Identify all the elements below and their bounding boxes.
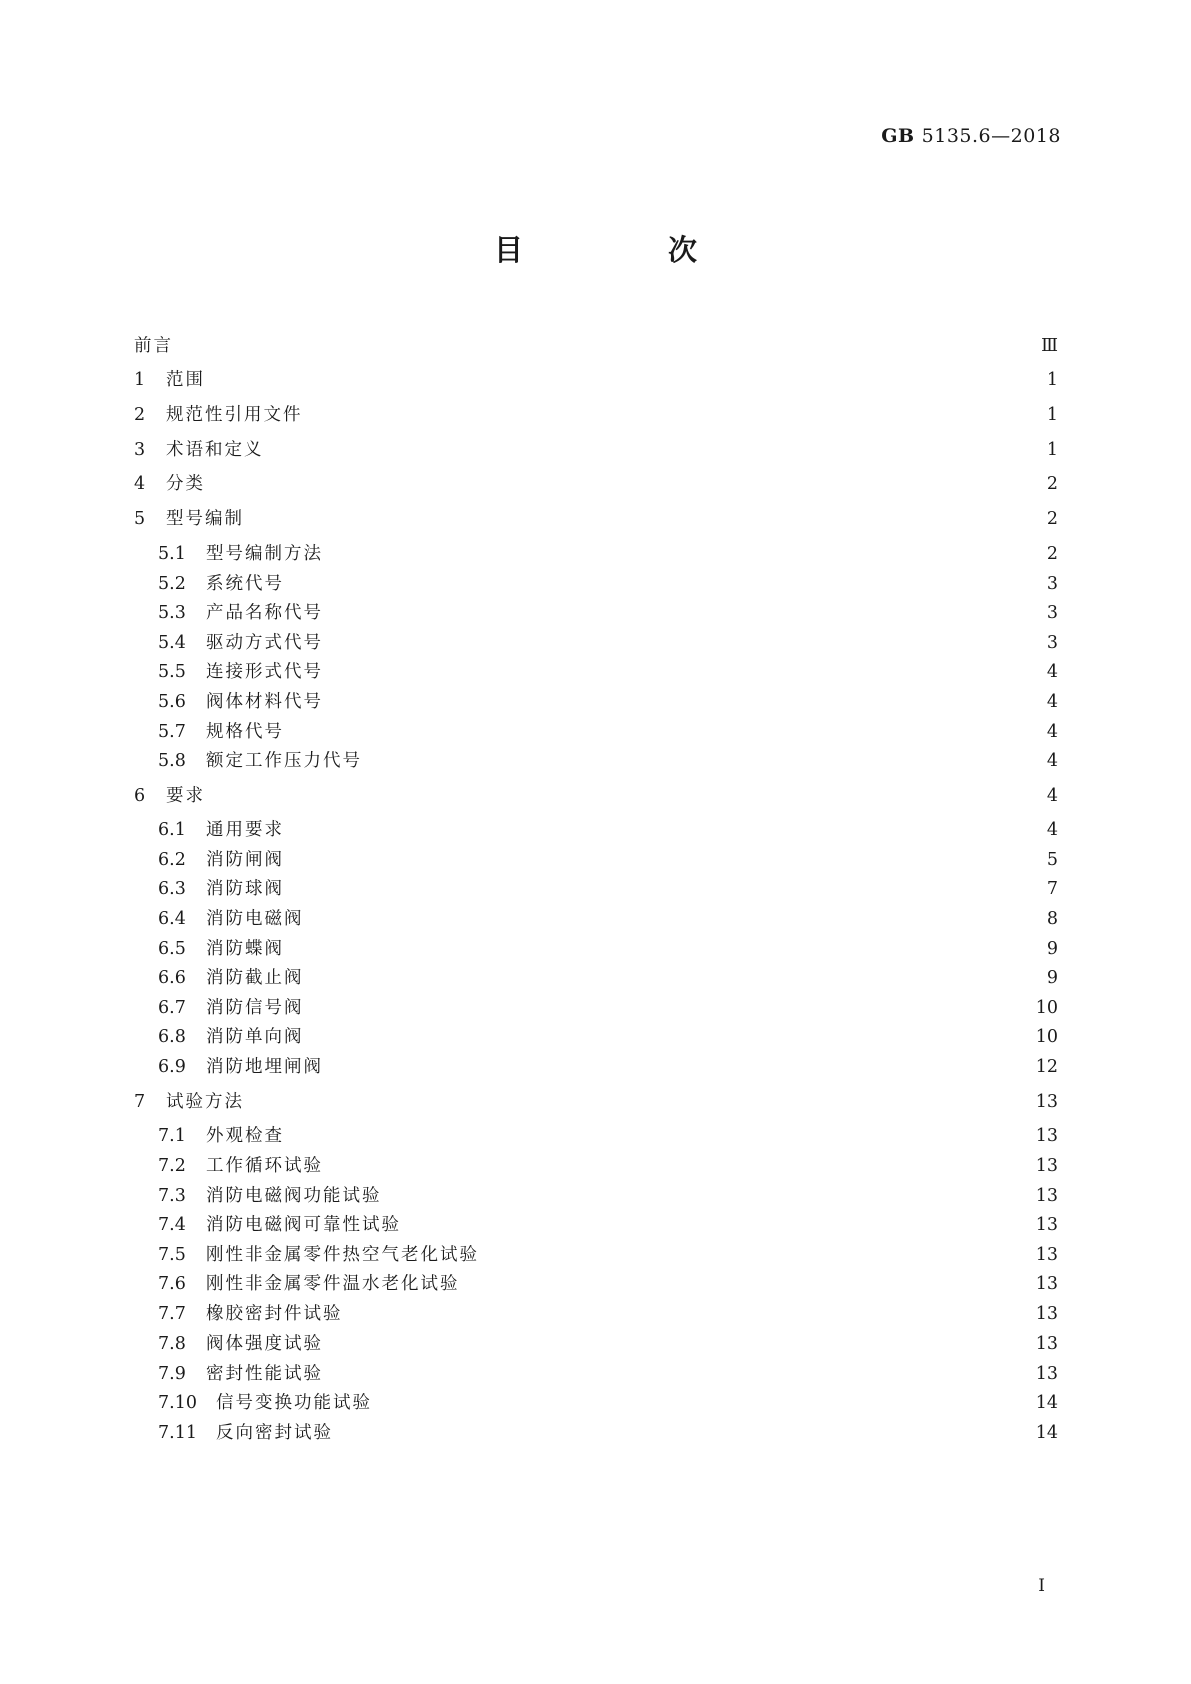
toc-entry[interactable] (134, 965, 1058, 991)
toc-entry-label (134, 541, 323, 567)
toc-entry-label (134, 906, 304, 932)
toc-entry-number: 7.6 (158, 1274, 186, 1294)
toc-entry-title: 密封性能试验 (206, 1364, 323, 1384)
toc-entry-title: 驱动方式代号 (206, 633, 323, 653)
toc-entry[interactable] (134, 817, 1058, 843)
toc-entry-number: 7.11 (158, 1423, 197, 1443)
toc-entry-title: 产品名称代号 (206, 603, 323, 623)
toc-entry-label (134, 719, 284, 745)
toc-entry-number: 5.6 (158, 692, 186, 712)
toc-entry-page: 1 (1046, 440, 1058, 460)
dot-leader (213, 471, 1034, 497)
dot-leader (292, 876, 1034, 902)
toc-entry[interactable] (134, 1301, 1058, 1327)
toc-entry-title: 消防截止阀 (206, 968, 304, 988)
toc-entry-page: 4 (1046, 786, 1058, 806)
toc-entry-number: 6.4 (158, 909, 186, 929)
toc-entry-label (134, 367, 205, 393)
dot-leader (370, 748, 1034, 774)
toc-entry-number: 6.8 (158, 1027, 186, 1047)
dot-leader (311, 402, 1035, 428)
dot-leader (292, 719, 1034, 745)
toc-entry-page: 4 (1046, 722, 1058, 742)
dot-leader (331, 630, 1034, 656)
toc-entry-label (134, 402, 303, 428)
toc-entry[interactable] (134, 1153, 1058, 1179)
toc-entry-number: 7.1 (158, 1126, 186, 1146)
toc-entry-title: 分类 (166, 474, 205, 494)
toc-entry-title: 阀体强度试验 (206, 1334, 323, 1354)
toc-entry-number: 7.2 (158, 1156, 186, 1176)
dot-leader (380, 1390, 1026, 1416)
toc-entry-number: 5.8 (158, 751, 186, 771)
toc-entry-title: 型号编制 (166, 509, 244, 529)
toc-entry-number: 4 (134, 474, 146, 494)
toc-entry-number: 7.5 (158, 1245, 186, 1265)
toc-entry-label (134, 1331, 323, 1357)
toc-entry-title: 刚性非金属零件温水老化试验 (206, 1274, 460, 1294)
toc-entry[interactable] (134, 367, 1058, 393)
toc-entry[interactable] (134, 541, 1058, 567)
dot-leader (181, 333, 1031, 359)
toc-entry-label (134, 1271, 460, 1297)
toc-entry[interactable] (134, 471, 1058, 497)
toc-entry-label (134, 1301, 343, 1327)
toc-entry[interactable] (134, 1242, 1058, 1268)
dot-leader (325, 1153, 1026, 1179)
page-number: Ⅰ (1038, 1576, 1045, 1596)
toc-entry-title: 规格代号 (206, 722, 284, 742)
toc-entry-title: 反向密封试验 (216, 1423, 333, 1443)
toc-entry-label (134, 936, 284, 962)
toc-entry-page: 3 (1046, 603, 1058, 623)
toc-entry-number: 6.2 (158, 850, 186, 870)
toc-entry[interactable] (134, 437, 1058, 463)
toc-entry-label (134, 1054, 323, 1080)
toc-entry-label (134, 1123, 284, 1149)
toc-entry-page: 2 (1046, 544, 1058, 564)
toc-entry-number: 7 (134, 1092, 146, 1112)
toc-entry-page: 7 (1046, 879, 1058, 899)
dot-leader (331, 541, 1034, 567)
toc-entry-label (134, 437, 264, 463)
toc-entry-label (134, 965, 304, 991)
toc-entry-page: 13 (1035, 1156, 1058, 1176)
toc-entry-page: 1 (1046, 405, 1058, 425)
toc-entry-page: 13 (1035, 1186, 1058, 1206)
toc-entry-label (134, 995, 304, 1021)
toc-entry-page: 9 (1046, 939, 1058, 959)
toc-entry[interactable] (134, 402, 1058, 428)
dot-leader (331, 689, 1034, 715)
toc-entry[interactable] (134, 1183, 1058, 1209)
toc-entry-label (134, 1089, 244, 1115)
toc-entry-page: 13 (1035, 1126, 1058, 1146)
toc-entry-page: 13 (1035, 1215, 1058, 1235)
toc-entry-page: 13 (1035, 1364, 1058, 1384)
toc-entry[interactable] (134, 1361, 1058, 1387)
toc-entry[interactable] (134, 995, 1058, 1021)
toc-entry-page: Ⅲ (1041, 336, 1058, 356)
toc-entry[interactable] (134, 571, 1058, 597)
dot-leader (272, 437, 1035, 463)
toc-entry-label (134, 1242, 479, 1268)
dot-leader (331, 600, 1034, 626)
toc-entry-number: 5 (134, 509, 146, 529)
toc-entry-page: 9 (1046, 968, 1058, 988)
toc-entry[interactable] (134, 876, 1058, 902)
dot-leader (306, 1024, 1026, 1050)
toc-entry[interactable] (134, 1420, 1058, 1446)
toc-entry-title: 消防电磁阀可靠性试验 (206, 1215, 401, 1235)
dot-leader (306, 995, 1026, 1021)
toc-entry-title: 型号编制方法 (206, 544, 323, 564)
toc-entry-title: 刚性非金属零件热空气老化试验 (206, 1245, 479, 1265)
toc-entry-title: 消防单向阀 (206, 1027, 304, 1047)
toc-entry-label (134, 817, 284, 843)
toc-entry-label (134, 689, 323, 715)
toc-entry-page: 14 (1035, 1393, 1058, 1413)
toc-entry-number: 7.4 (158, 1215, 186, 1235)
toc-entry-label (134, 1361, 323, 1387)
toc-entry-title: 消防电磁阀 (206, 909, 304, 929)
toc-entry-label (134, 471, 205, 497)
toc-entry-page: 14 (1035, 1423, 1058, 1443)
toc-entry-title: 系统代号 (206, 574, 284, 594)
toc-entry-page: 13 (1035, 1304, 1058, 1324)
dot-leader (312, 965, 1035, 991)
toc-entry-number: 6.6 (158, 968, 186, 988)
toc-entry-title: 术语和定义 (166, 440, 264, 460)
toc-entry-label (134, 630, 323, 656)
dot-leader (462, 1271, 1026, 1297)
toc-entry-title: 前言 (134, 336, 173, 356)
toc-entry-number: 7.8 (158, 1334, 186, 1354)
toc-entry-page: 13 (1035, 1274, 1058, 1294)
toc-entry-number: 7.9 (158, 1364, 186, 1384)
toc-entry-number: 5.3 (158, 603, 186, 623)
toc-entry-title: 通用要求 (206, 820, 284, 840)
dot-leader (384, 1183, 1026, 1209)
toc-entry-title: 消防地埋闸阀 (206, 1057, 323, 1077)
dot-leader (403, 1212, 1026, 1238)
toc-entry[interactable] (134, 1271, 1058, 1297)
toc-entry-number: 1 (134, 370, 146, 390)
dot-leader (325, 1331, 1026, 1357)
toc-entry-page: 13 (1035, 1334, 1058, 1354)
dot-leader (331, 659, 1034, 685)
toc-entry[interactable] (134, 1024, 1058, 1050)
toc-entry-label (134, 876, 284, 902)
toc-entry-number: 6 (134, 786, 146, 806)
toc-entry-title: 消防球阀 (206, 879, 284, 899)
toc-entry-page: 10 (1035, 998, 1058, 1018)
standard-number: 5135.6—2018 (921, 125, 1061, 147)
dot-leader (341, 1420, 1026, 1446)
toc-entry-number: 2 (134, 405, 146, 425)
toc-entry[interactable] (134, 506, 1058, 532)
toc-entry[interactable] (134, 906, 1058, 932)
dot-leader (213, 367, 1034, 393)
toc-entry[interactable] (134, 719, 1058, 745)
toc-entry-number: 6.1 (158, 820, 186, 840)
toc-entry[interactable] (134, 1212, 1058, 1238)
dot-leader (345, 1301, 1026, 1327)
dot-leader (292, 817, 1034, 843)
dot-leader (246, 1089, 1026, 1115)
toc-entry-label (134, 659, 323, 685)
toc-entry[interactable] (134, 659, 1058, 685)
toc-entry-page: 4 (1046, 692, 1058, 712)
toc-entry-number: 5.2 (158, 574, 186, 594)
toc-entry[interactable] (134, 1123, 1058, 1149)
toc-entry-page: 2 (1046, 509, 1058, 529)
dot-leader (325, 1361, 1026, 1387)
toc-entry-title: 消防闸阀 (206, 850, 284, 870)
dot-leader (312, 906, 1035, 932)
toc-entry-number: 7.10 (158, 1393, 197, 1413)
toc-entry[interactable] (134, 1054, 1058, 1080)
toc-entry-label (134, 506, 244, 532)
toc-entry[interactable] (134, 783, 1058, 809)
dot-leader (292, 571, 1034, 597)
toc-entry-label (134, 748, 362, 774)
toc-entry-title: 消防信号阀 (206, 998, 304, 1018)
toc-entry-title: 规范性引用文件 (166, 405, 303, 425)
toc-entry-label (134, 783, 205, 809)
toc-entry-page: 13 (1035, 1245, 1058, 1265)
toc-entry-page: 5 (1046, 850, 1058, 870)
toc-entry-number: 3 (134, 440, 146, 460)
toc-entry-page: 3 (1046, 574, 1058, 594)
dot-leader (252, 506, 1034, 532)
toc-entry[interactable] (134, 600, 1058, 626)
toc-entry-number: 7.3 (158, 1186, 186, 1206)
toc-entry-number: 5.7 (158, 722, 186, 742)
toc-entry[interactable] (134, 1390, 1058, 1416)
toc-entry[interactable] (134, 1089, 1058, 1115)
toc-title: 目 次 (493, 233, 755, 267)
toc-entry-number: 6.3 (158, 879, 186, 899)
toc-entry[interactable] (134, 333, 1058, 359)
toc-entry-page: 4 (1046, 820, 1058, 840)
toc-entry-label (134, 1183, 382, 1209)
toc-entry-label (134, 1390, 372, 1416)
dot-leader (292, 847, 1034, 873)
toc-entry-label (134, 600, 323, 626)
toc-entry-page: 4 (1046, 662, 1058, 682)
toc-entry-title: 要求 (166, 786, 205, 806)
toc-entry-label (134, 1212, 401, 1238)
toc-entry-label (134, 571, 284, 597)
toc-entry-number: 6.9 (158, 1057, 186, 1077)
toc-entry-page: 1 (1046, 370, 1058, 390)
toc-entry[interactable] (134, 936, 1058, 962)
toc-entry-number: 6.5 (158, 939, 186, 959)
toc-entry-title: 连接形式代号 (206, 662, 323, 682)
toc-entry-label (134, 333, 173, 359)
toc-entry-number: 5.4 (158, 633, 186, 653)
toc-entry-title: 试验方法 (166, 1092, 244, 1112)
toc-entry-page: 4 (1046, 751, 1058, 771)
toc-entry-title: 信号变换功能试验 (216, 1393, 372, 1413)
toc-entry-page: 2 (1046, 474, 1058, 494)
toc-entry-title: 工作循环试验 (206, 1156, 323, 1176)
toc-entry-number: 5.5 (158, 662, 186, 682)
toc-entry-number: 5.1 (158, 544, 186, 564)
toc-entry-title: 消防电磁阀功能试验 (206, 1186, 382, 1206)
toc-entry-number: 6.7 (158, 998, 186, 1018)
toc-entry-page: 13 (1035, 1092, 1058, 1112)
toc-entry-label (134, 1153, 323, 1179)
dot-leader (481, 1242, 1026, 1268)
dot-leader (325, 1054, 1026, 1080)
dot-leader (286, 1123, 1026, 1149)
toc-entry[interactable] (134, 847, 1058, 873)
standard-prefix: GB (881, 125, 915, 147)
toc-entry-title: 范围 (166, 370, 205, 390)
toc-entry-page: 12 (1035, 1057, 1058, 1077)
toc-entry-number: 7.7 (158, 1304, 186, 1324)
toc-entry-label (134, 1024, 304, 1050)
toc-entry-title: 消防蝶阀 (206, 939, 284, 959)
standard-code (881, 125, 1061, 147)
toc-entry-page: 10 (1035, 1027, 1058, 1047)
dot-leader (292, 936, 1034, 962)
toc-entry-title: 额定工作压力代号 (206, 751, 362, 771)
toc-entry-title: 阀体材料代号 (206, 692, 323, 712)
toc-entry[interactable] (134, 748, 1058, 774)
toc-entry-label (134, 1420, 333, 1446)
toc-entry-label (134, 847, 284, 873)
toc-entry[interactable] (134, 630, 1058, 656)
dot-leader (213, 783, 1034, 809)
toc-entry-title: 外观检查 (206, 1126, 284, 1146)
toc-entry[interactable] (134, 689, 1058, 715)
toc-entry-page: 3 (1046, 633, 1058, 653)
toc-entry[interactable] (134, 1331, 1058, 1357)
toc-entry-page: 8 (1046, 909, 1058, 929)
toc-entry-title: 橡胶密封件试验 (206, 1304, 343, 1324)
